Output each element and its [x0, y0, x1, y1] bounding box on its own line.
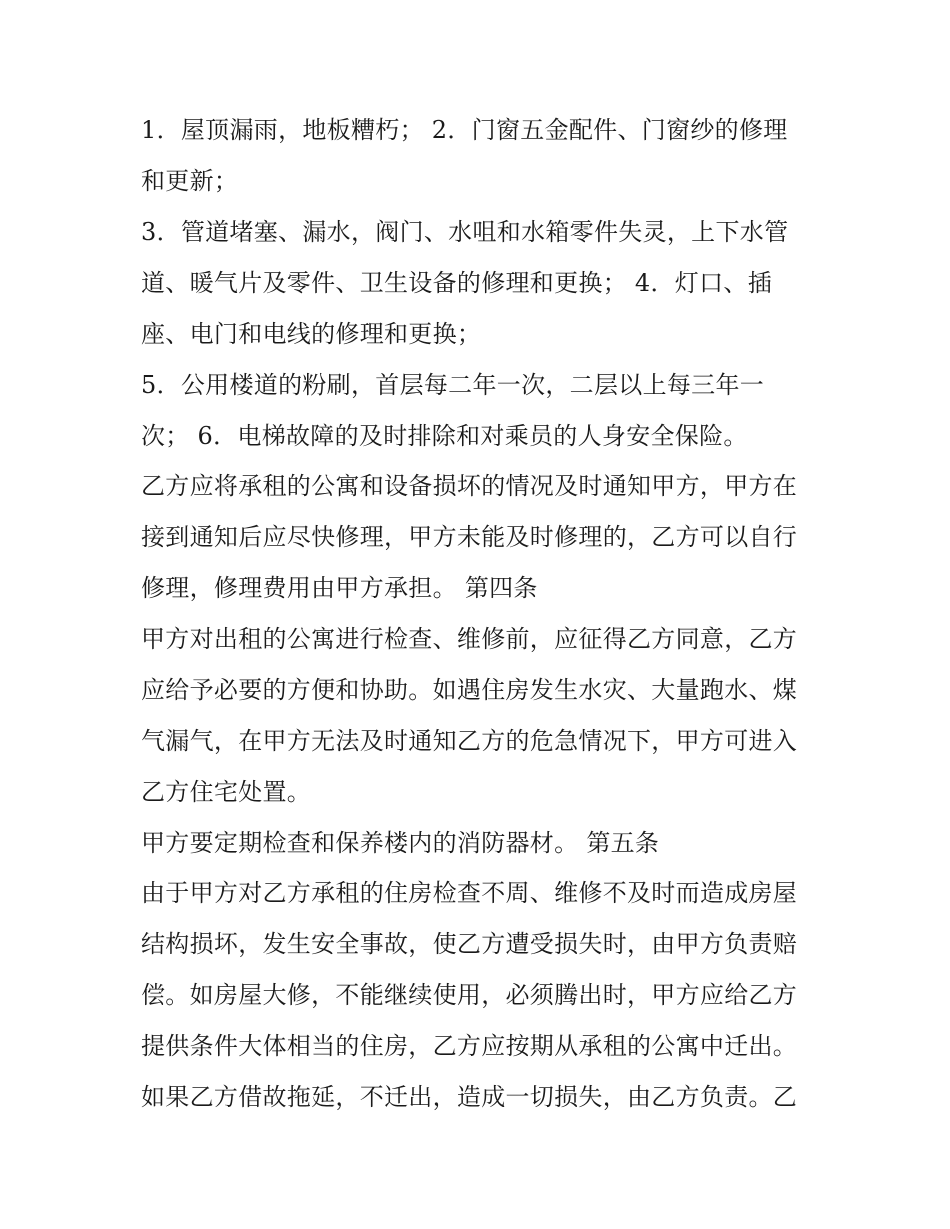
text-line: 由于甲方对乙方承租的住房检查不周、维修不及时而造成房屋 — [141, 879, 798, 907]
text-line: 和更新； — [141, 167, 239, 195]
text-line: 次； 6．电梯故障的及时排除和对乘员的人身安全保险。 — [141, 422, 748, 450]
text-line: 气漏气，在甲方无法及时通知乙方的危急情况下，甲方可进入 — [141, 727, 798, 755]
text-line: 结构损坏，发生安全事故，使乙方遭受损失时，由甲方负责赔 — [141, 930, 798, 958]
text-line: 乙方应将承租的公寓和设备损坏的情况及时通知甲方，甲方在 — [141, 472, 798, 500]
text-line: 3．管道堵塞、漏水，阀门、水咀和水箱零件失灵，上下水管 — [141, 218, 789, 246]
text-line: 乙方住宅处置。 — [141, 778, 312, 806]
text-line: 应给予必要的方便和协助。如遇住房发生水灾、大量跑水、煤 — [141, 676, 798, 704]
text-line: 甲方要定期检查和保养楼内的消防器材。 第五条 — [141, 829, 660, 857]
text-line: 1．屋顶漏雨，地板糟朽； 2．门窗五金配件、门窗纱的修理 — [141, 116, 788, 144]
text-line: 5．公用楼道的粉刷，首层每二年一次，二层以上每三年一 — [141, 371, 765, 399]
text-line: 偿。如房屋大修，不能继续使用，必须腾出时，甲方应给乙方 — [141, 981, 798, 1009]
text-line: 道、暖气片及零件、卫生设备的修理和更换； 4．灯口、插 — [141, 269, 772, 297]
text-line: 接到通知后应尽快修理，甲方未能及时修理的，乙方可以自行 — [141, 523, 798, 551]
text-line: 提供条件大体相当的住房，乙方应按期从承租的公寓中迁出。 — [141, 1032, 798, 1060]
text-line: 如果乙方借故拖延，不迁出，造成一切损失，由乙方负责。乙 — [141, 1083, 798, 1111]
text-line: 座、电门和电线的修理和更换； — [141, 320, 482, 348]
text-line: 修理，修理费用由甲方承担。 第四条 — [141, 574, 538, 602]
text-line: 甲方对出租的公寓进行检查、维修前，应征得乙方同意，乙方 — [141, 625, 798, 653]
